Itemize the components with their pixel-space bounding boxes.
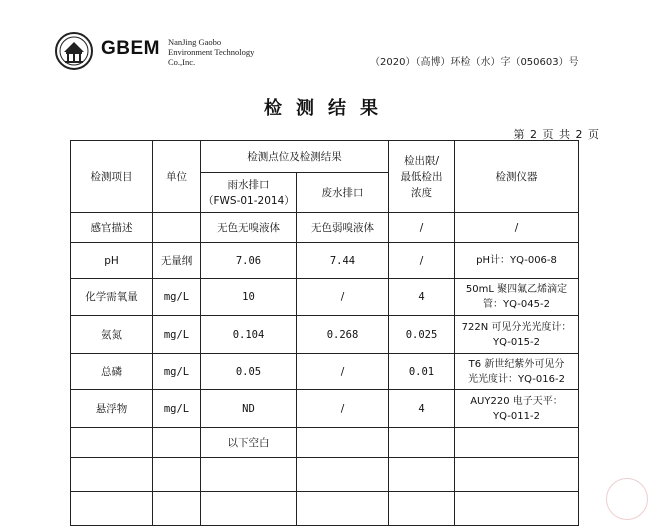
page-title: 检测结果 [264,98,392,119]
company-line: Environment Technology [168,47,255,57]
cell-empty [297,492,389,526]
cell-limit: / [389,243,455,279]
cell-p2: 0.268 [297,316,389,354]
table-row [71,279,579,316]
cell-item: 悬浮物 [71,390,153,428]
header-limit [389,141,455,213]
cell-empty [455,492,579,526]
header-unit: 单位 [153,141,201,213]
header-point1 [201,173,297,213]
blank-note: 以下空白 [201,428,297,458]
point1-name: 雨水排口 [227,178,270,191]
header-limit-line: 检出限/ [403,154,440,167]
cell-instrument: pH计：YQ-006-8 [455,243,579,279]
page-indicator: 第 2 页 共 2 页 [513,128,600,141]
cell-p1: 7.06 [201,243,297,279]
cell-unit: 无量纲 [153,243,201,279]
instrument-line: 光光度计：YQ-016-2 [468,373,565,385]
cell-unit: mg/L [153,316,201,354]
results-table [70,140,579,526]
cell-empty [455,428,579,458]
cell-p2: 7.44 [297,243,389,279]
cell-p1: 0.104 [201,316,297,354]
instrument-line: 722N 可见分光光度计： [461,321,572,333]
cell-p2: 无色弱嗅液体 [297,213,389,243]
cell-instrument [455,390,579,428]
company-name [168,37,254,67]
cell-empty [297,428,389,458]
cell-unit: mg/L [153,354,201,390]
cell-p1: 0.05 [201,354,297,390]
cell-p1: ND [201,390,297,428]
cell-empty [201,492,297,526]
cell-p2: / [297,279,389,316]
cell-empty [71,458,153,492]
cell-empty [201,458,297,492]
cell-empty [71,492,153,526]
cell-empty [71,428,153,458]
gbem-logo-icon [54,31,94,71]
table-row-empty [71,492,579,526]
cell-unit: mg/L [153,390,201,428]
instrument-line: T6 新世纪紫外可见分 [468,358,565,370]
header-instrument: 检测仪器 [455,141,579,213]
cell-empty [455,458,579,492]
cell-item: 感官描述 [71,213,153,243]
table-row [71,213,579,243]
instrument-line: 管：YQ-045-2 [483,299,550,310]
cell-limit: 4 [389,390,455,428]
instrument-line: YQ-015-2 [493,336,540,348]
cell-instrument [455,279,579,316]
header-limit-line: 最低检出 [400,170,443,183]
company-line: Co.,Inc. [168,57,196,67]
cell-empty [153,492,201,526]
point1-code: （FWS-01-2014） [203,194,295,207]
header-limit-line: 浓度 [411,186,432,199]
cell-limit: / [389,213,455,243]
cell-unit [153,213,201,243]
header-points-group: 检测点位及检测结果 [201,141,389,173]
instrument-line: 50mL 聚四氟乙烯滴定 [465,284,568,295]
cell-p2: / [297,354,389,390]
seal-stamp [606,478,648,520]
report-number: （2020）（高博）环检（水）字（050603）号 [370,57,579,68]
instrument-line: YQ-011-2 [493,410,540,422]
cell-limit: 0.01 [389,354,455,390]
header-item: 检测项目 [71,141,153,213]
cell-limit: 4 [389,279,455,316]
company-line: NanJing Gaobo [168,37,222,47]
table-row [71,390,579,428]
table-row-empty [71,458,579,492]
cell-item: 总磷 [71,354,153,390]
cell-item: pH [71,243,153,279]
table-row [71,316,579,354]
brand-name: GBEM [101,38,160,59]
cell-instrument [455,316,579,354]
cell-empty [389,458,455,492]
cell-empty [389,428,455,458]
cell-empty [297,458,389,492]
instrument-line: AUY220 电子天平： [470,395,563,407]
cell-empty [153,458,201,492]
cell-limit: 0.025 [389,316,455,354]
cell-unit: mg/L [153,279,201,316]
cell-p1: 10 [201,279,297,316]
table-row [71,243,579,279]
cell-empty [389,492,455,526]
cell-instrument [455,354,579,390]
cell-empty [153,428,201,458]
cell-p2: / [297,390,389,428]
table-row-blank [71,428,579,458]
header-point2: 废水排口 [297,173,389,213]
table-row [71,354,579,390]
cell-p1: 无色无嗅液体 [201,213,297,243]
cell-item: 氨氮 [71,316,153,354]
cell-instrument: / [455,213,579,243]
cell-item: 化学需氧量 [71,279,153,316]
